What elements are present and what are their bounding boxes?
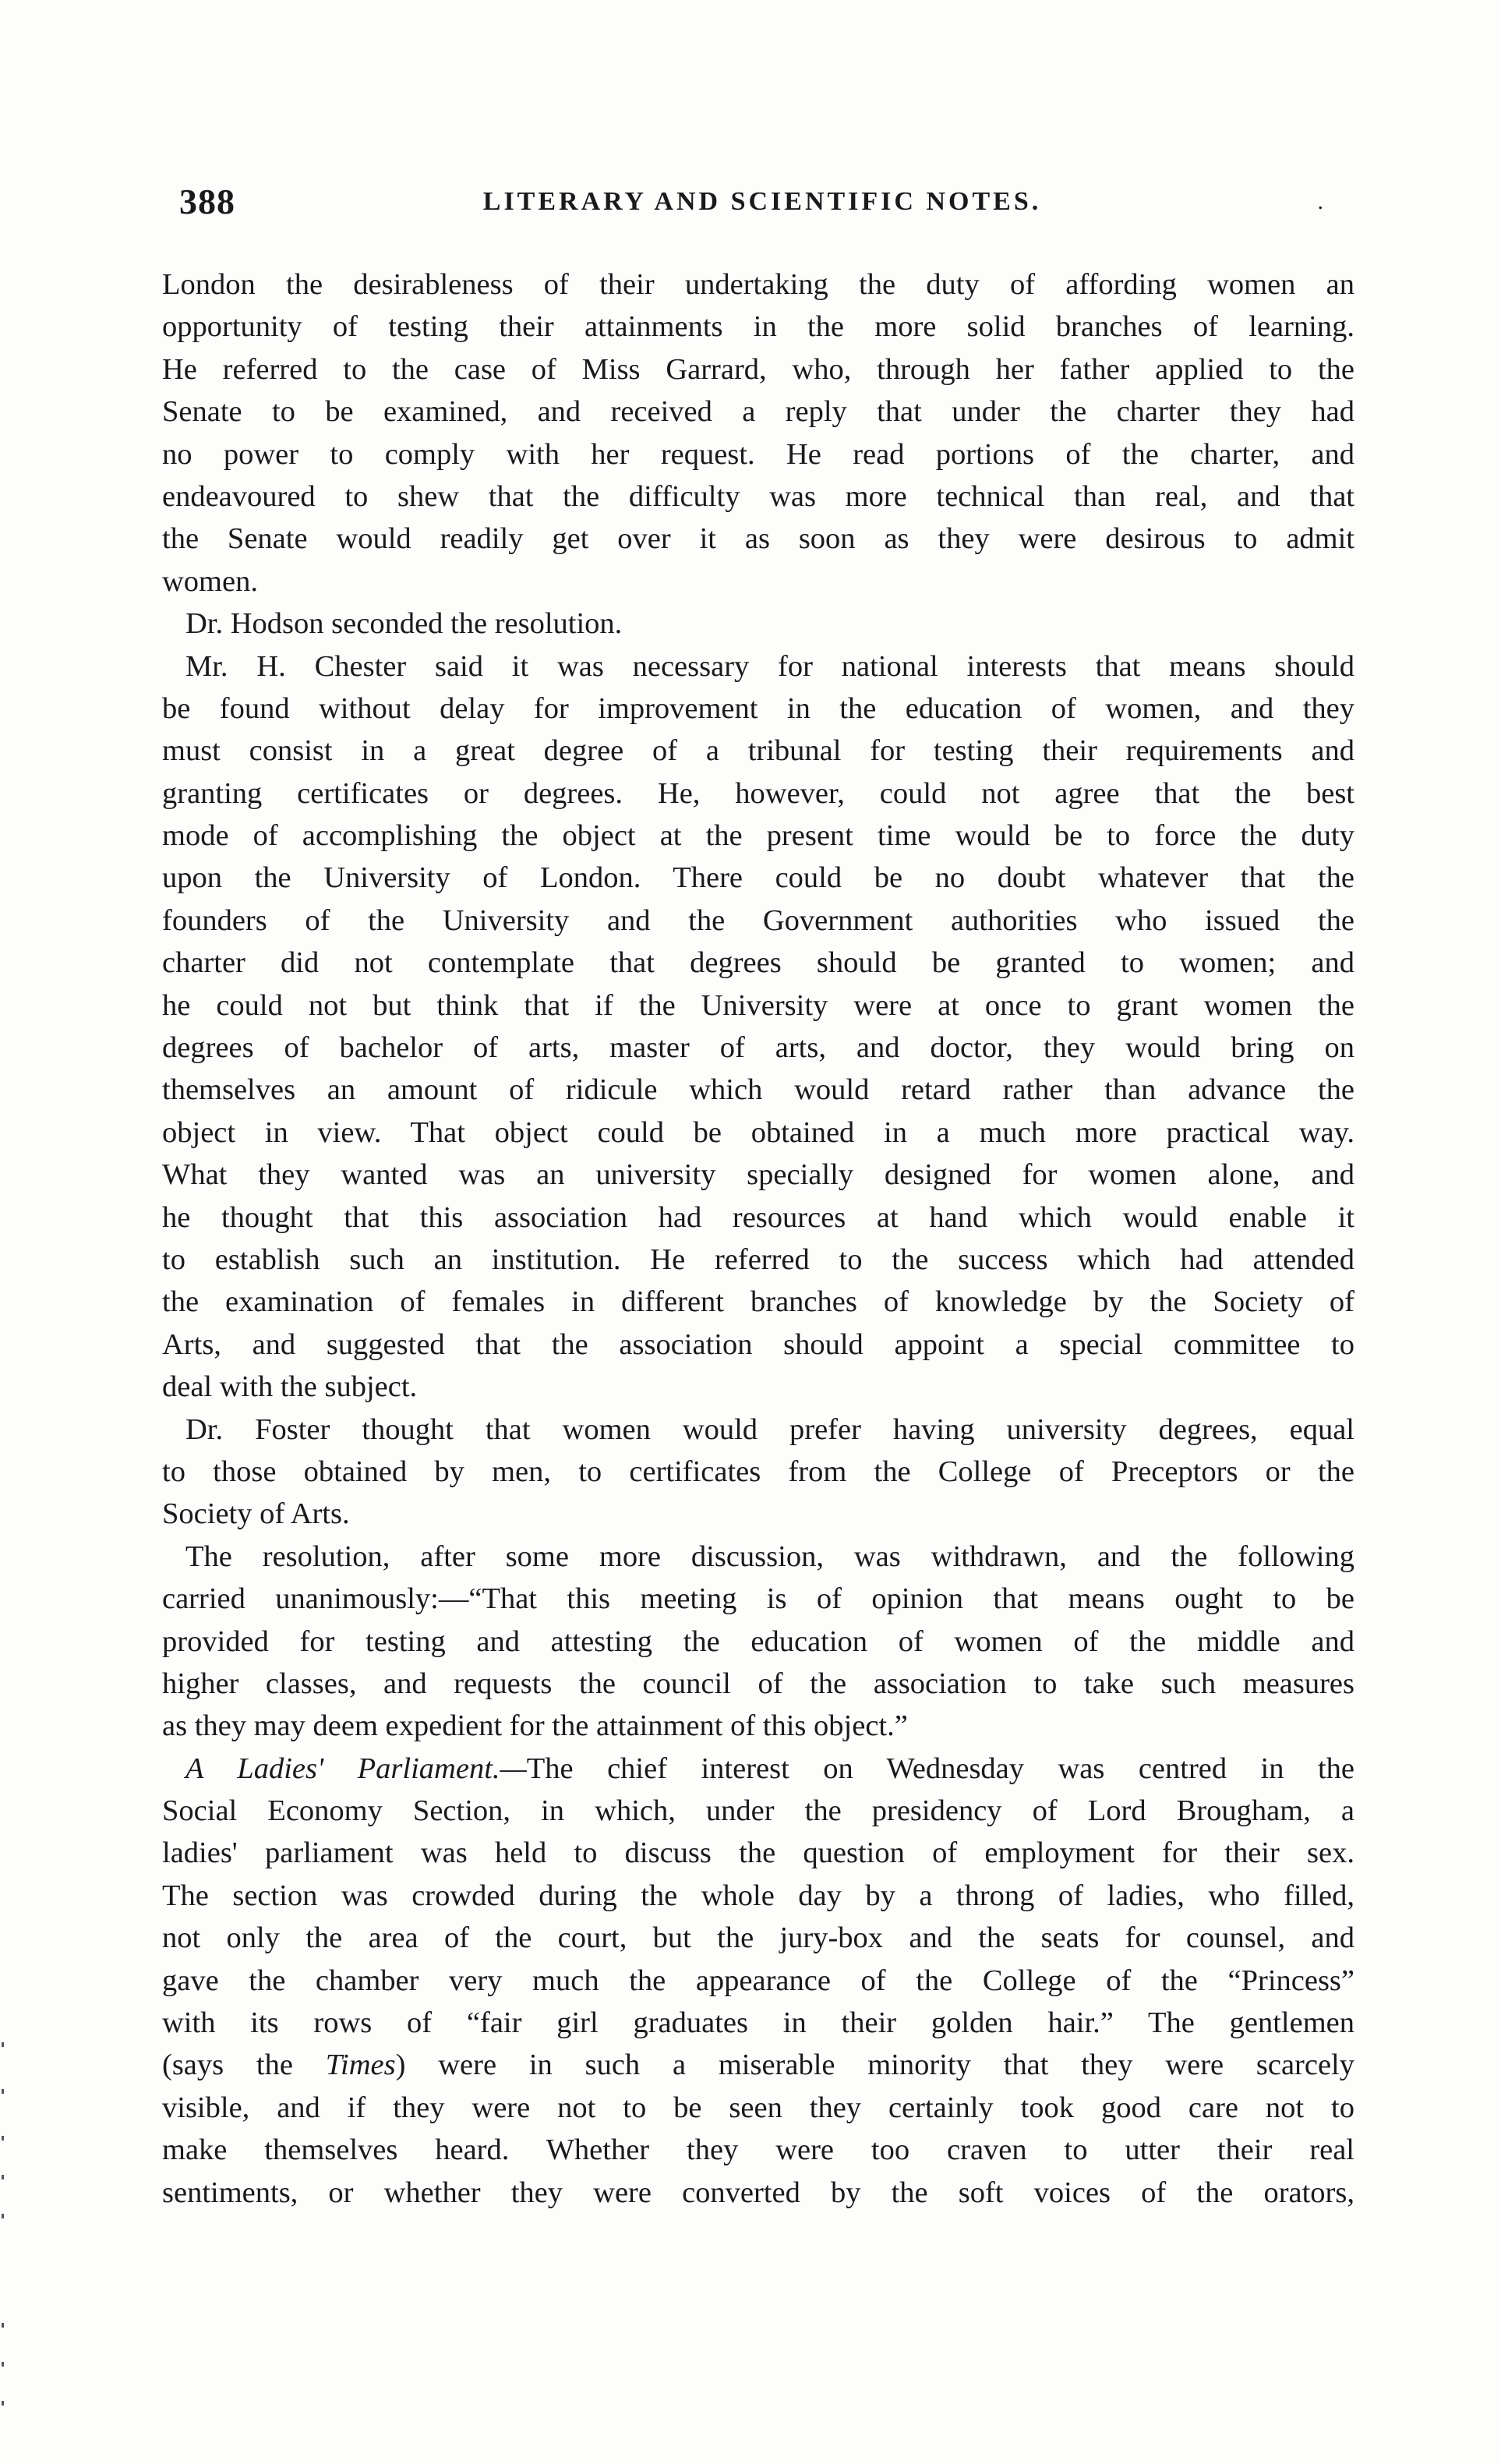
text-line: carried unanimously:—“That this meeting is of opinion that means ought to be (162, 1582, 1354, 1616)
italic-phrase: Times (325, 2049, 396, 2082)
text-line: with its rows of “fair girl graduates in their golden hair.” The gentlemen (162, 2006, 1354, 2040)
text-line: must consist in a great degree of a tribunal for testing their requirements and (162, 734, 1354, 768)
text-line: he thought that this association had resources at hand which would enable it (162, 1200, 1354, 1234)
italic-phrase: A Ladies' Parliament.— (185, 1752, 527, 1785)
text-line: provided for testing and attesting the education of women of the middle and (162, 1624, 1354, 1658)
text-line: not only the area of the court, but the jury-box and the seats for counsel, and (162, 1921, 1354, 1955)
text-line: as they may deem expedient for the attainment of this object.” (162, 1709, 908, 1743)
text-line: Dr. Foster thought that women would prefer having university degrees, equal (185, 1412, 1354, 1446)
text-line: London the desirableness of their undertaking the duty of affording women an (162, 268, 1354, 301)
text-line: women. (162, 564, 258, 598)
running-head: LITERARY AND SCIENTIFIC NOTES. (482, 187, 1042, 216)
text-line: gave the chamber very much the appearance of the College of the “Princess” (162, 1964, 1354, 1997)
text-line: deal with the subject. (162, 1370, 418, 1404)
text-line: sentiments, or whether they were converted by the soft voices of the orators, (162, 2176, 1354, 2209)
text-line: endeavoured to shew that the difficulty was more technical than real, and that (162, 479, 1354, 513)
text-line: The resolution, after some more discussion, was withdrawn, and the following (185, 1540, 1354, 1573)
text-line: be found without delay for improvement in the education of women, and they (162, 691, 1354, 725)
text-line: ladies' parliament was held to discuss the question of employment for their sex. (162, 1837, 1354, 1870)
text-line: opportunity of testing their attainments in the more solid branches of learning. (162, 310, 1354, 344)
page-number: 388 (179, 182, 235, 221)
text-line: founders of the University and the Government authorities who issued the (162, 903, 1354, 937)
text-line: the Senate would readily get over it as soon as they were desirous to admit (162, 522, 1354, 556)
text-line: Senate to be examined, and received a reply that under the charter they had (162, 395, 1354, 429)
text-line: higher classes, and requests the council of the association to take such measures (162, 1667, 1354, 1700)
text-line: charter did not contemplate that degrees should be granted to women; and (162, 946, 1354, 980)
page-header (170, 181, 1354, 228)
margin-specks (2, 2042, 17, 2432)
line-lead: (says the (162, 2049, 326, 2082)
text-line: Arts, and suggested that the association should appoint a special committee to (162, 1327, 1354, 1361)
text-line: no power to comply with her request. He read portions of the charter, and (162, 437, 1354, 471)
text-line: the examination of females in different branches of knowledge by the Society of (162, 1285, 1354, 1319)
text-line (162, 2044, 1354, 2086)
text-line (162, 1748, 1354, 1790)
header-mark: . (1317, 189, 1323, 214)
text-line: Dr. Hodson seconded the resolution. (185, 607, 623, 641)
text-line: he could not but think that if the University were at once to grant women the (162, 988, 1354, 1022)
text-line: Social Economy Section, in which, under the presidency of Lord Brougham, a (162, 1794, 1354, 1828)
text-line: to establish such an institution. He referred to the success which had attended (162, 1243, 1354, 1276)
text-line: He referred to the case of Miss Garrard, who, through her father applied to the (162, 352, 1354, 386)
text-line: Society of Arts. (162, 1497, 350, 1531)
line-text: The chief interest on Wednesday was centred in the (526, 1752, 1354, 1785)
text-line: make themselves heard. Whether they were too craven to utter their real (162, 2133, 1354, 2167)
text-line: Mr. H. Chester said it was necessary for national interests that means should (185, 649, 1354, 683)
text-line: granting certificates or degrees. He, however, could not agree that the best (162, 776, 1354, 810)
body-text (162, 263, 1354, 2214)
text-line: upon the University of London. There could be no doubt whatever that the (162, 861, 1354, 895)
text-line: object in view. That object could be obtained in a much more practical way. (162, 1115, 1354, 1149)
text-line: mode of accomplishing the object at the present time would be to force the duty (162, 819, 1354, 853)
text-line: themselves an amount of ridicule which would retard rather than advance the (162, 1073, 1354, 1107)
line-lead-after: ) (395, 2049, 406, 2082)
text-line: to those obtained by men, to certificates from the College of Preceptors or the (162, 1455, 1354, 1488)
text-line: What they wanted was an university specially designed for women alone, and (162, 1158, 1354, 1192)
text-line: The section was crowded during the whole day by a throng of ladies, who filled, (162, 1879, 1354, 1912)
text-line: visible, and if they were not to be seen they certainly took good care not to (162, 2091, 1354, 2124)
text-line: degrees of bachelor of arts, master of arts, and doctor, they would bring on (162, 1031, 1354, 1065)
line-text: were in such a miserable minority that they were scarcely (438, 2049, 1354, 2082)
